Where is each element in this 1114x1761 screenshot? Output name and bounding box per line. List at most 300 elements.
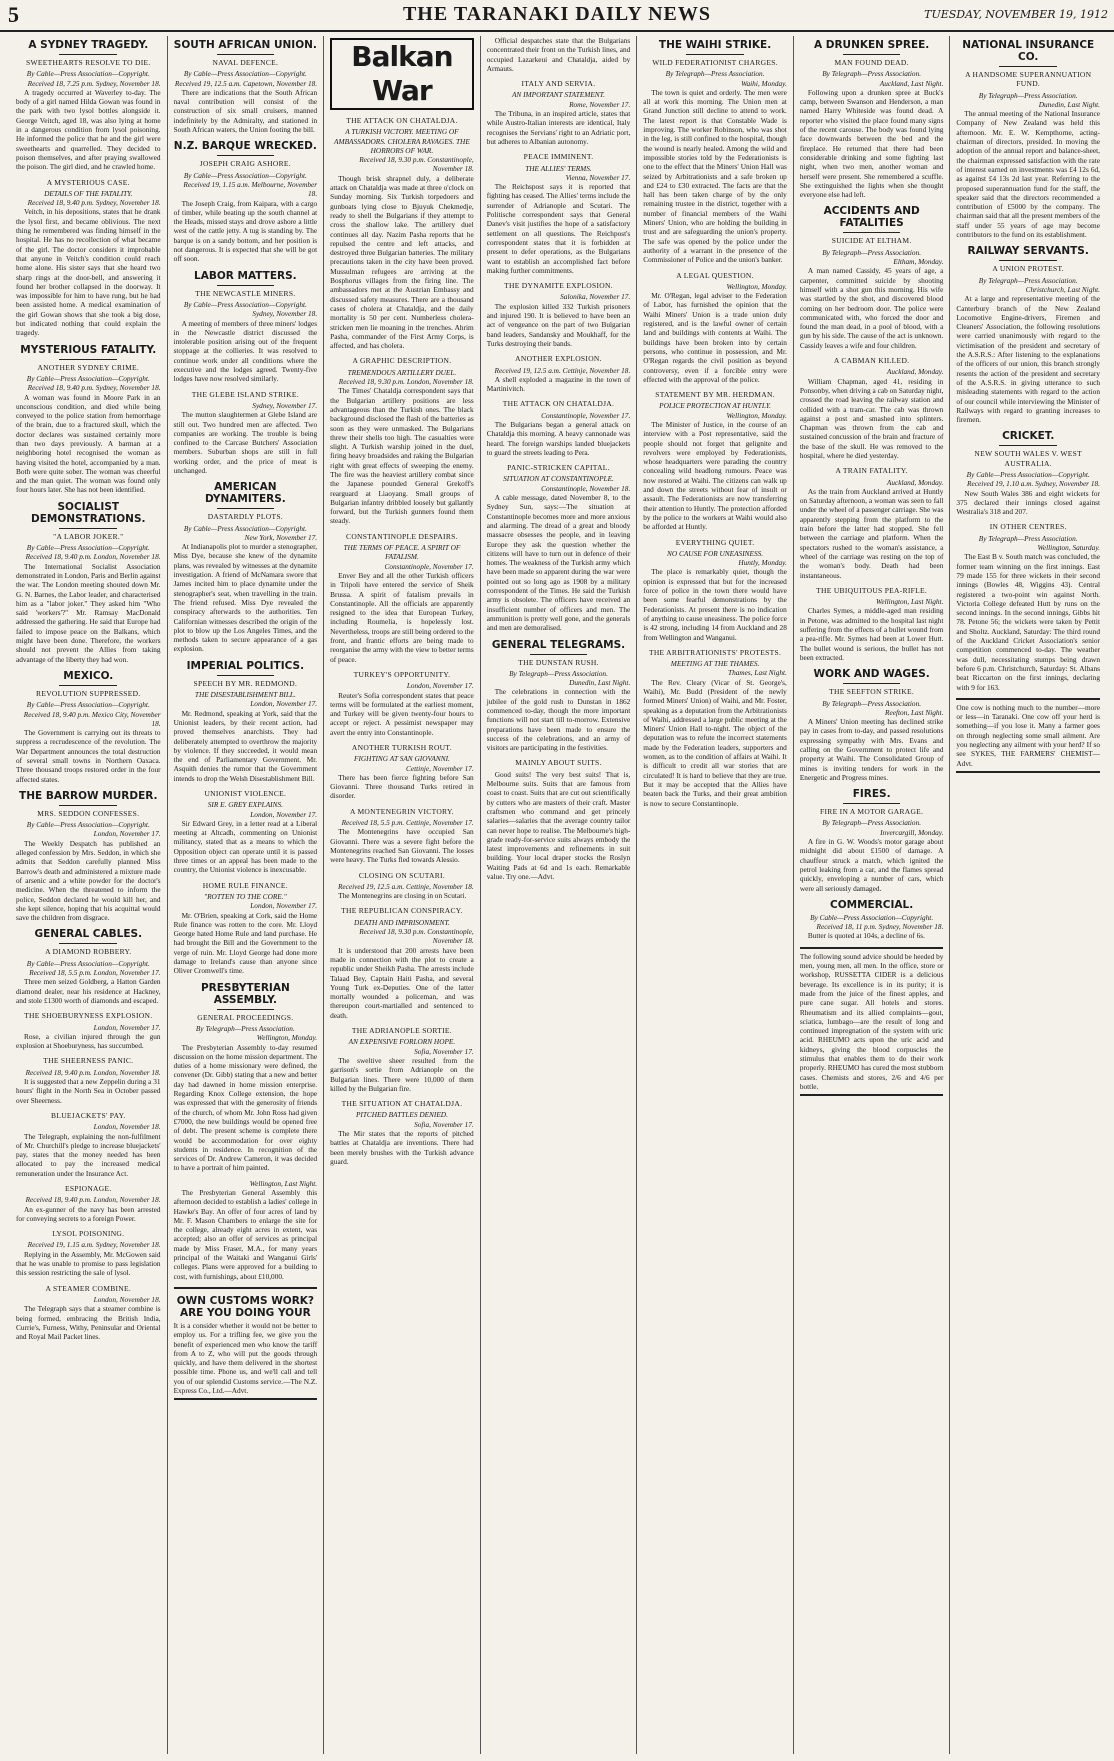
article-byline: SITUATION AT CONSTANTINOPLE. [503,474,614,484]
article-dateline: Auckland, Last Night. [879,78,944,88]
article-subheading: "A LABOR JOKER." [53,531,124,541]
publication-date: TUESDAY, NOVEMBER 19, 1912 [924,8,1108,21]
article-byline: By Cable—Press Association—Copyright. [183,299,307,309]
article-byline: AN EXPENSIVE FORLORN HOPE. [348,1037,456,1047]
article-dateline: London, November 17. [250,699,318,709]
article-dateline: Vienna, November 17. [565,172,631,182]
article-dateline: Eltham, Monday. [893,257,944,267]
article-byline: By Telegraph—Press Association. [978,275,1078,285]
article-byline: By Telegraph—Press Association. [509,668,608,678]
article-subheading: WILD FEDERATIONIST CHARGES. [652,58,778,67]
article-dateline: Received 18, 11 p.m. Sydney, November 18. [816,922,944,932]
article-dateline: Christchurch, Last Night. [1025,284,1100,294]
article-headline: THE BARROW MURDER. [19,789,158,802]
page-number: 5 [8,2,19,27]
article-subheading: ANOTHER EXPLOSION. [515,354,602,364]
article [16,1011,161,1050]
article-dateline: Auckland, Monday. [886,367,944,377]
article [800,899,944,941]
article-subheading: A GRAPHIC DESCRIPTION. [352,356,452,366]
article-byline: By Telegraph—Press Association. [665,69,765,79]
article-subheading: ITALY AND SERVIA. [521,79,596,89]
article-subheading: THE SITUATION AT CHATALDJA. [341,1099,463,1109]
article-dateline: Received 18, 9.40 p.m. Mexico City, November 18. [23,709,161,728]
article-headline: COMMERCIAL. [830,898,914,911]
article [487,758,631,881]
article-dateline: Wellington, Monday. [256,1033,318,1043]
headline-rule [59,685,117,686]
article-subheading: THE SEEFTON STRIKE. [829,687,915,697]
article-body: Rose, a civilian injured through the gun explosion at Shoeburyness, has succumbed. [16,1031,161,1051]
article-body: William Chapman, aged 41, residing in Ponsonby, when driving a cab on Saturday night, crossed the road leaving the railway station and collided with a tram-car. The cab was thrown against a post and smashed into splinters. Chapman was thrown from the cab and sustained concussion of the brain and fracture of the base of the skull. He was removed to the hospital, where he died yesterday. [799,376,944,460]
article-body: The annual meeting of the National Insurance Company of New Zealand was held this afternoon. Mr. E. W. Kempthorne, acting-chairman of directors, presided. In moving the adoption of the annual report and balance-sheet, the chairman expressed satisfaction with the rate of interest earned on investments was £4 12s 6d, as against £4 13s 2d last year. Referring to the proposed superannuation fund for the staff, the speaker said that the directors recommended a contribution of £5000 by the company. The chairman said that all the present members of the staff under 55 years of age may become contributors to the fund on its establishment. [956,109,1100,240]
article-dateline: Dunedin, Last Night. [569,678,631,688]
headline-rule [217,155,274,156]
article-subheading: JOSEPH CRAIG ASHORE. [199,159,291,169]
article-body: Mr. O'Regan, legal adviser to the Federation of Labor, has furnished the opinion that the Waihi Miners' Union is a trade union duly registered, and is the lawful owner of certain land and buildings with contents at Waihi. The buildings have been broken into by certain persons, who continue in possession, and Mr. O'Regan regards the civil position as beyond controversy, even if a forcible entry were effected with the approval of the police. [643,291,787,384]
headline-rule [530,654,587,655]
article [16,344,161,495]
article [330,532,474,664]
article-body: The Bulgarians began a general attack on Chataldja this morning. A heavy cannonade was heard. The foreign warships landed bluejackets to guard the streets leading to Pera. [486,419,631,457]
article-body: The Joseph Craig, from Kaipara, with a cargo of timber, while beating up the south channel at the Heads, missed stays and drove ashore a little west of the cattle jetty. A tug is standing by. The barque is on a sandy bottom, and her position is not dangerous. It is expected that she will be got off soon. [173,198,318,264]
article-subheading: THE UBIQUITOUS PEA-RIFLE. [816,585,928,595]
advertisement [956,698,1100,773]
article-headline: SOCIALIST DEMONSTRATIONS. [31,500,146,525]
article-dateline: Sydney, November 17. [252,400,318,410]
article-body: A shell exploded a magazine in the town of Martinivitch. [486,374,631,394]
article [174,39,318,134]
article-headline: MYSTERIOUS FATALITY. [20,343,157,356]
article-byline: TREMENDOUS ARTILLERY DUEL. [347,367,457,377]
article-body: The celebrations in connection with the jubilee of the gold rush to Dunstan in 1862 commenced to-day, though the more important functions will not start till to-morrow. Extensive preparations have been made to ensure the success of the celebrations, and an army of visitors are participating in the festivities. [486,687,631,753]
article-body: The Tribuna, in an inspired article, states that while Austro-Italian interests are identical, Italy recognises the Servians' right to an Adriatic port, but adheres to Albanian autonomy. [486,109,631,146]
article-dateline: Received 18, 5.5 p.m. London, November 17. [29,968,161,978]
article [16,670,161,784]
article-body: There are indications that the South African naval contribution will consist of the construction of six small cruisers, manned indefinitely by the Admiralty, and stationed in South African waters, the Union footing the bill. [173,87,318,135]
article-body: The Presbyterian General Assembly this afternoon decided to establish a ladies' college in Hawke's Bay. An offer of four acres of land by Mr. F. Mason Chambers to enlarge the site for the college, already eight acres in extent, was accepted; also an offer of services as principal made by Miss Fraser, M.A., for many years principal of the Waitaki and Wanganui Girls' colleges. Plans were approved for a building to cost, with furnishings, about £10,000. [173,1187,318,1281]
headline-rule [999,66,1056,67]
article-byline: By Telegraph—Press Association. [822,698,922,708]
article-body: Mr. Redmond, speaking at York, said that the Unionist leaders, by their recent action, had proved themselves anarchists. They had deliberately attempted to overthrow the majority by violence. If they succeeded, it would mean the end of Parliamentary Government. Mr. Asquith denies the rumor that the Government intends to drop the Welsh Disestablishment Bill. [173,708,318,783]
article-byline: THE TERMS OF PEACE. A SPIRIT OF FATALISM. [343,543,461,562]
article-body: The Montenegrins have occupied San Giovanni. There was a severe fight before the Montenegrins reached San Giovanni. The losses were heavy. The Turks fled towards Alessio. [330,827,474,865]
article-dateline: Received 19, 12.5 a.m. Cettinje, November 18. [337,881,474,891]
article-body: The Telegraph, explaining the non-fulfilment of Mr. Churchill's pledge to increase bluejackets' pay, states that the money needed has been allocated to pay the increased medical remuneration under the Insurance Act. [16,1131,161,1178]
article-headline: CRICKET. [1002,430,1055,443]
article-body: Veitch, in his depositions, states that he drank the lysol first, and became oblivious. The next thing he remembered was finding himself in the hospital. He has no recollection of what became of the girl. The doctor considers it improbable that anyone in Veitch's condition could reach home alone. His sister says that she heard two sharp rings at the door-bell, and answering it found her brother collapsed in the doorway. It was impossible for him to have rung, but he had been assisted home. A medical examination of the girl Gowan shows that she took a big dose, but indicated nothing that could explain the tragedy. [16,207,161,338]
article-body: The sweltive sheer resulted from the garrison's sortie from Adrianople on the Bulgarian lines. There were 10,000 of them killed by the Bulgarian fire. [330,1055,474,1093]
article [800,668,944,782]
article-dateline: Wellington, Saturday. [1037,543,1100,553]
article [174,481,318,653]
article [487,354,631,393]
article-dateline: Received 18, 5.5 p.m. Cettinje, November 17. [341,818,474,828]
column-6 [793,36,950,1754]
article-dateline: Wellington, Last Night. [875,597,944,607]
headline-rule [999,445,1056,446]
article-subheading: MAN FOUND DEAD. [834,58,909,67]
headline-rule [217,54,274,55]
article-body: A tragedy occurred at Waverley to-day. The body of a girl named Hilda Gowan was found in the park with two lysol bottles alongside it. George Veitch, aged 18, was also lying at home in a dangerous condition from lysol poisoning. He informed the police that he and the girl were sweethearts and quarrelled. They decided to poison themselves, and after praying swallowed the poison. The girl died, and he crawled home. [16,87,161,172]
article [643,271,787,385]
article-body: As the train from Auckland arrived at Huntly on Saturday afternoon, a woman was seen to fall under the wheel of a passenger carriage. She was apparently stepping from the platform to the train before the latter had stopped. She fell between the carriage and platform. When the spectators rushed to the woman's assistance, a wheel of the carriage was resting on the top of the woman's body. Death had been instantaneous. [799,486,944,580]
advertisement [800,947,944,1096]
article-byline: By Cable—Press Association—Copyright. [183,523,307,533]
article-body: At a large and representative meeting of the Canterbury branch of the New Zealand Locomotive Engine-drivers, Firemen and Cleaners' Association, the following resolutions were carried unanimously with regard to the victimisation of the president and secretary of the A.S.R.S.: After listening to the explanations of the officers of our union, this branch strongly resents the action of the president and secretary of the A.S.R.S. in giving utterance to such misleading statements with regard to the action of our council while interviewing the Minister of Railways with regard to granting increases to firemen. [956,294,1100,425]
article-dateline: Received 18, 9.30 p.m. Constantinople, November 18. [359,155,474,174]
article [16,1056,161,1104]
article-headline: N.Z. BARQUE WRECKED. [173,140,317,153]
article-subheading: THE DUNSTAN RUSH. [518,657,599,667]
article-subheading: THE SHOEBURYNESS EXPLOSION. [24,1011,153,1021]
article-body: A meeting of members of three miners' lodges in the Newcastle district discussed the intolerable position arising out of the frequent stoppage at the collieries. It was resolved to continue work under all conditions where the executive and the lodges agreed. Twenty-five lodges have now resolved similarly. [173,318,318,384]
column-4 [480,36,637,1754]
article-dateline: Received 18, 9.40 p.m. London, November 18. [25,1195,161,1205]
article-subheading: STATEMENT BY MR. HERDMAN. [655,390,775,400]
article [174,881,318,976]
article-headline: WORK AND WAGES. [813,668,930,681]
article-dateline: New York, November 17. [244,532,318,542]
article-subheading: GENERAL PROCEEDINGS. [197,1012,294,1022]
article-subheading: THE REPUBLICAN CONSPIRACY. [341,906,463,916]
article-subheading: A MYSTERIOUS CASE. [46,177,130,187]
article-subheading: HOME RULE FINANCE. [202,880,288,890]
article-byline: By Cable—Press Association—Copyright. [26,373,150,383]
article-subheading: EVERYTHING QUIET. [675,537,755,547]
article [16,178,161,338]
article-byline: By Cable—Press Association—Copyright. [183,170,307,180]
article [487,36,631,73]
article-body: Reuter's Sofia correspondent states that peace terms will be formulated at the earliest moment, and Turkey will be given twenty-four hours to accept or reject. A pessimist newspaper may avert the entry into Constantinople. [330,690,474,737]
article-subheading: A LEGAL QUESTION. [676,270,754,280]
article-dateline: Wellington, Monday. [726,410,787,420]
article [174,982,318,1173]
article-subheading: THE ATTACK ON CHATALDJA. [346,116,458,125]
article-byline: By Cable—Press Association—Copyright. [26,69,150,79]
article-body: The Weekly Despatch has published an alleged confession by Mrs. Seddon, in which she admits that Seddon carefully planned Miss Barrow's death and administered a mixture made of arsenic and a white powder for the doctor's medicine. When the threatened to inform the police, Seddon declared he would kill her, and she kept silence, hoping that his acquittal would save the children from disgrace. [16,838,161,923]
article [330,356,474,525]
article [330,1026,474,1093]
article-subheading: A TRAIN FATALITY. [835,466,908,476]
article-dateline: London, November 17. [250,809,318,819]
article [487,463,631,632]
article-byline: By Cable—Press Association—Copyright. [966,469,1090,479]
article [16,790,161,923]
article [330,871,474,901]
article-body: The Minister of Justice, in the course of an interview with a Post representative, said the people should not forget that gelignite and revolvers were employed by Federationists, whose headquarters were parading the country concealing wild headlong rumours. Peace was now restored at Waihi. The citizens can walk up and down the streets without fear of insult or assault. The Federationists are now transferring their attention to Huntly. The protection afforded by the police to the workers at Waihi would also be afforded at Huntly. [643,419,787,532]
article-byline: By Telegraph—Press Association. [822,247,922,257]
advertisement [174,1287,318,1400]
article-dateline: London, November 17. [93,829,161,839]
article-byline: A TURKISH VICTORY. MEETING OF AMBASSADORS. CHOLERA RAVAGES. THE HORRORS OF WAR. [334,127,470,155]
article-dateline: Received 19, 1.10 a.m. Sydney, November 18. [967,479,1100,489]
article-byline: MEETING AT THE THAMES. [670,659,760,669]
column-1 [10,36,167,1754]
article-body: A man named Cassidy, 45 years of age, a carpenter, committed suicide by shooting himself with a shot gun this morning. His wife was startled by the shot, and discovered blood coming on her bedroom door. The police were communicated with, who forced the door and found the man dead, in a pool of blood, with a gun by his side. The cause of the act is unknown. Cassidy leaves a wife and four children. [799,266,944,350]
article [956,39,1100,239]
article-body: It is understood that 200 arrests have been made in connection with the plot to create a republic under Sheikh Pasha. The arrests include Talaad Bey, Captain Haiti Pasha, and several Young Turk ex-Deputies. One of the latter mortally wounded a policeman, and was thereupon court-martialled and sentenced to death. [330,945,474,1020]
article-subheading: THE NEWCASTLE MINERS. [195,288,296,298]
column-3 [323,36,480,1754]
article-dateline: Invercargill, Monday. [880,827,944,837]
article-dateline: Received 19, 1.15 a.m. Sydney, November 18. [27,1240,161,1250]
article-byline: DETAILS OF THE FATALITY. [44,188,133,198]
article-subheading: REVOLUTION SUPPRESSED. [36,688,141,698]
article-headline: MEXICO. [63,669,114,682]
article-body: The Government is carrying out its threats to suppress a recrudescence of the revolution. The War Department announces the total destruction of several small towns in Northern Oaxaca. Three thousand troops restored order in the four affected states. [16,728,161,784]
article-subheading: SUICIDE AT ELTHAM. [831,236,912,246]
article [800,788,944,893]
article-byline: By Telegraph—Press Association. [822,818,922,828]
article-dateline: Received 18, 9.30 p.m. London, November 18. [338,377,474,387]
headline-rule [59,805,117,806]
article [956,245,1100,424]
article [174,390,318,476]
article-dateline: Wellington, Last Night. [249,1178,318,1188]
article-subheading: TURKEY'S OPPORTUNITY. [353,669,451,679]
article-dateline: London, November 17. [93,1022,161,1032]
article [16,39,161,172]
advertisement-headline: OWN CUSTOMS WORK? ARE YOU DOING YOUR [176,1294,315,1319]
article-dateline: London, November 18. [93,1122,161,1132]
article [16,1184,161,1223]
article-subheading: NAVAL DEFENCE. [212,58,279,67]
headline-rule [217,1009,274,1010]
article-body: At Indianapolis plot to murder a stenographer, Miss Dye, because she knew of the dynamite plans, was revealed by witnesses at the dynamite investigation. A friend of McNamara swore that James incited him to place dynamite under the stenographer's seat, when travelling in the train. The friend refused. Miss Dye revealed the conspiracy afterwards to the authorities. Ten Californian witnesses described the origin of the plot to blow up the Los Angeles Times, and the methods taken to secure appearance of a gas explosion. [173,542,318,654]
article-subheading: ESPIONAGE. [65,1183,112,1193]
article-body: The Times' Chataldja correspondent says that the Bulgarian artillery positions are less advantageous than the Turkish ones. The black background disclosed the flash of the batteries as soon as they were unmasked. The Bulgarians threw their shells too high. The casualties were slight. A Turkish warship joined in the duel, firing heavy broadsides and raking the Bulgarian right with great effects of sweeping the enemy. The fire was the heaviest artillery combat since the Japanese pounded General Grekoff's rearguard at Liaoyang. Small groups of Bulgarian infantry dribbled loosely but gallantly forward, but the Turkish gunners found them steady. [330,386,474,526]
article-body: New South Wales 386 and eight wickets for 375 declared their innings closed against Westralia's 318 and 207. [956,488,1100,517]
article-subheading: MAINLY ABOUT SUITS. [515,758,602,768]
article-body: A cable message, dated November 8, to the Sydney Sun, says:—The situation at Constantinople becomes more and more anxious and alarming. The dread of a great and bloody massacre obsesses the people, and in leaving Europe they ask the question whether the citizens will have to turn out in defence of their homes. The weakness of the Turkish army which have been made so apparent during the war were pointed out so long ago as 1908 by a military correspondent of the Times. He said the Turkish army is obsolete. The officers have received an insufficient number of officers and men. The ammunition is pretty well gone, and the generals and men are demoralised. [486,493,631,633]
article-headline: A SYDNEY TRAGEDY. [28,39,149,51]
article-dateline: London, November 18. [93,1294,161,1304]
article-subheading: ANOTHER SYDNEY CRIME. [37,362,140,372]
advertisement-body: It is a consider whether it would not be better to employ us. For a trifling fee, we give you the benefit of experienced men who know the tariff from A to Z, who will put the goods through quickly, and have them delivered in the shortest possible time. Phone us, and we'll call and tell you of our splendid Customs service.—The N.Z. Express Co., Ltd.—Advt. [173,1320,318,1396]
article-byline: By Telegraph—Press Association. [978,90,1078,100]
article-subheading: IN OTHER CENTRES. [989,522,1067,532]
article-dateline: Rome, November 17. [569,99,631,109]
article [16,1111,161,1178]
article-body: Charles Symes, a middle-aged man residing in Petone, was admitted to the hospital last night suffering from the effects of a bullet wound from a pea-rifle. Mr. Symes had been at Lower Hutt. The bullet wound is serious, the bullet has not been extracted. [799,606,944,662]
article-dateline: Salonika, November 17. [560,292,631,302]
article-dateline: London, November 17. [406,681,474,691]
article-dateline: Constantinople, November 17. [541,410,631,420]
article [330,1099,474,1166]
article [800,356,944,460]
headline-rule [217,508,274,509]
article-dateline: Wellington, Monday. [726,281,787,291]
article-dateline: Received 19, 1.15 a.m. Melbourne, November 18. [183,179,318,199]
section-banner: Balkan War [330,38,474,110]
article [487,152,631,275]
article-body: Following upon a drunken spree at Buck's camp, between Swanson and Henderson, a man named Harry Whiteside was found dead. A reporter who visited the place found many signs of the recent carouse. The body was found lying face downwards between the bed and the fireplace. He returned that there had been considerable drinking and some fighting last night, when two men, another woman and herself were present. She remembered a scuffle. She extinguished the lights when she thought everyone else had left. [799,87,944,200]
article-body: Official despatches state that the Bulgarians concentrated their front on the Turkish lines, and occupied Lazarkeui and Chataldja, aided by Armauts. [486,36,631,73]
article-byline: By Cable—Press Association—Copyright. [26,700,150,710]
article-subheading: THE ATTACK ON CHATALDJA. [502,399,615,409]
article [487,281,631,348]
article-subheading: PANIC-STRICKEN CAPITAL. [507,463,610,473]
article-body: The Telegraph says that a steamer combine is being formed, embracing the British India, Currie's, Furness, Withy, Peninsular and Oriental and Royal Mail Packet lines. [16,1304,161,1342]
article-byline: "ROTTEN TO THE CORE." [204,891,287,901]
article [174,140,318,263]
article-dateline: Reefton, Last Night. [885,707,944,717]
article-subheading: FIRE IN A MOTOR GARAGE. [820,807,924,817]
article-dateline: Received 18, 7.25 p.m. Sydney, November 18. [27,78,161,88]
article-byline: By Telegraph—Press Association. [195,1023,295,1033]
article-body: Butter is quoted at 104s, a decline of 6s. [807,931,925,941]
advertisement-body: One cow is nothing much to the number—more or less—in Taranaki. One cow off your herd is something—if you lose it. Many a farmer goes on through neglecting some small ailment. Are you neglecting any ailment with your herd? If so see SYKES, THE FARMERS' CHEMIST—Advt. [956,702,1100,768]
article [330,670,474,737]
article-headline: A DRUNKEN SPREE. [813,39,930,51]
article-dateline: Received 18, 9.30 p.m. Constantinople, November 18. [359,927,474,946]
article-byline: PITCHED BATTLES DENIED. [355,1110,448,1120]
article-body: Three men seized Goldberg, a Hatton Garden diamond dealer, near his residence at Hackney, and stole £1300 worth of diamonds and escaped. [16,977,161,1005]
article-body: The Presbyterian Assembly to-day resumed discussion on the home mission department. The duties of a home missionary were defined, the convener (Dr. Gibb) stating that a new and better day had dawned in home mission enterprise. Regarding Knox College extension, the hope was expressed that with the generosity of friends of the church, of whom Mr. John Ross had given £7000, the new buildings would be opened free of debt. The present scheme is complete there would be accommodation for over eighty students in residence. In recognition of the services of Dr. Andrew Cameron, it was decided to have a portrait of him painted. [173,1042,318,1173]
article-subheading: CLOSING ON SCUTARI. [358,870,445,880]
article-dateline: Dunedin, Last Night. [1038,99,1100,109]
article-dateline: Received 18, 9.40 p.m. London, November 18. [25,1067,161,1077]
article-body: An ex-gunner of the navy has been arrested for conveying secrets to a foreign Power. [16,1204,161,1223]
article-subheading: PEACE IMMINENT. [523,152,594,162]
article-headline: RAILWAY SERVANTS. [967,245,1089,258]
article-dateline: Received 19, 12.5 a.m. Cettinje, November 18. [494,365,631,375]
article-byline: POLICE PROTECTION AT HUNTLY. [659,401,771,411]
headline-rule [59,943,117,944]
article-body: It is suggested that a new Zeppelin during a 31 hours' flight in the North Sea in October passed over Sheerness. [16,1077,161,1105]
article-dateline: Sofia, November 17. [414,1046,474,1056]
article-subheading: THE ADRIANOPLE SORTIE. [351,1026,452,1036]
headline-rule [59,54,117,55]
article-body: Replying in the Assembly, Mr. McGowen said that he was unable to promise to pass legislation this session restricting the sale of lysol. [16,1249,161,1278]
article-subheading: A UNION PROTEST. [992,264,1064,274]
article [174,789,318,875]
article [487,399,631,457]
article-dateline: London, November 17. [250,901,318,911]
article-byline: SIR E. GREY EXPLAINS. [207,800,283,810]
article [800,205,944,350]
article-body: Enver Bey and all the other Turkish officers in Tripoli have entered the service of Sheik Brussa. A spirit of fatalism prevails in Constantinople. All the officials are apparently resigned to the idea that European Turkey, including Roumelia, is hopelessly lost. Nevertheless, troops are still being ordered to the front, and frantic efforts are being made to reorganise the army with the view to better terms of peace. [330,570,474,664]
column-5 [636,36,793,1754]
article-dateline: Received 19, 12.5 a.m. Capetown, November 18. [174,78,318,88]
article [800,39,944,199]
article-dateline: Received 18, 9.40 p.m. Sydney, November 18. [27,198,161,208]
article [174,270,318,384]
article [330,116,474,350]
article-byline: By Cable—Press Association—Copyright. [26,958,150,968]
headline-rule [217,285,274,286]
article [330,906,474,1020]
article-headline: GENERAL CABLES. [34,928,143,941]
article [487,79,631,146]
article-dateline: Waihi, Monday. [741,78,787,88]
article-headline: NATIONAL INSURANCE CO. [962,39,1095,63]
headline-rule [59,528,117,529]
column-7 [949,36,1106,1754]
article-dateline: Auckland, Monday. [886,477,944,487]
article-headline: LABOR MATTERS. [194,269,297,282]
article-subheading: A STEAMER COMBINE. [45,1283,132,1293]
headline-rule [843,232,900,233]
article-subheading: THE DYNAMITE EXPLOSION. [504,281,613,291]
article-headline: GENERAL TELEGRAMS. [491,638,626,651]
headline-rule [59,359,117,360]
headline-rule [999,260,1056,261]
article [956,522,1100,691]
article [956,430,1100,516]
article-byline: By Cable—Press Association—Copyright. [26,543,150,553]
article-body: Sir Edward Grey, in a letter read at a Liberal meeting at Altcadh, commenting on Unionist militancy, stated that as a means to which the Opposition object can operate until it is passed three times or an appeal has been made to the country, the Unionist violence is inexcusable. [173,818,318,875]
article-dateline: Huntly, Monday. [738,558,787,568]
article-subheading: THE ARBITRATIONISTS' PROTESTS. [648,647,782,657]
article-subheading: LYSOL POISONING. [52,1229,125,1239]
article-byline: By Cable—Press Association—Copyright. [26,820,150,830]
article-byline: NO CAUSE FOR UNEASINESS. [667,548,764,558]
article-body: The explosion killed 332 Turkish prisoners and injured 190. It is believed to have been an act of vengeance on the part of two Bulgarian band leaders, Sandansky and Moukhaff, for the Turks destroying their bands. [486,301,631,348]
article-body: The Mir states that the reports of pitched battles at Chataldja are inventions. There had been merely brushes with the Turkish advance guard. [330,1128,474,1166]
article-headline: AMERICAN DYNAMITERS. [204,481,286,506]
article-body: The East B v. South match was concluded, the former team winning on the first innings. East 79 made 155 for three wickets in their second innings (Bowles 48, Wiggins 43). Central registered a two-point win against North. Victoria College defeated Hutt by runs on the second innings. In the second innings, Gibbs hit 78. Petone 56; the wickets were taken by Pettit and Sholtz. Auckland, Saturday: The third round of the Auckland Cricket Association's senior competition commenced to-day. The weather was dull, necessitating stumps being drawn before 6 p.m. Christchurch, Saturday: St. Albans beat Riccarton on the first innings, declaring with 9 for 163. [956,552,1100,692]
article-subheading: THE GLEBE ISLAND STRIKE. [191,389,299,399]
article-byline: DEATH AND IMPRISONMENT. [354,917,450,927]
headline-rule [843,683,900,684]
article-byline: FIGHTING AT SAN GIOVANNI. [354,754,450,764]
article-dateline: Received 18, 9.40 p.m. Sydney, November 18. [27,383,161,393]
column-2 [167,36,324,1754]
article-dateline: Constantinople, November 17. [384,561,474,571]
article-subheading: A HANDSOME SUPERANNUATION FUND. [965,70,1092,89]
headline-rule [843,803,900,804]
article [16,501,161,664]
article [800,466,944,580]
article-body: There has been fierce fighting before San Giovanni. Three thousand Turks retired in disorder. [330,772,474,801]
article-dateline: Sydney, November 18. [252,309,318,319]
article-subheading: THE SHEERNESS PANIC. [43,1056,134,1066]
article-subheading: A DIAMOND ROBBERY. [45,947,132,957]
article-body: Good suits! The very best suits! That is, Melbourne suits. Suits that are famous from coast to coast. Suits that are cut out scientifically by cutters who are masters of their craft. Master craftsmen who command and get princely salaries—salaries that the average country tailor can never hope to realise. The Melbourne's high-grade ready-for-service suits always embody the latest improvements and refinements in suit building. Your local draper stocks the Roslyn Waiting Pads at 6d and 1s each. Remarkable value. Try one.—Advt. [486,769,631,882]
article-body: Mr. O'Brien, speaking at Cork, said the Home Rule finance was rotten to the core. Mr. Lloyd George hated Home Rule and land purchase. He had brought the Bill and the Government to the verge of ruin. Mr. Lloyd George had done more damage to Ireland's cause than anyone since Oliver Cromwell's time. [173,910,318,976]
masthead [0,0,1114,32]
article-headline: SOUTH AFRICAN UNION. [173,39,317,51]
article-body: The town is quiet and orderly. The men were all at work this morning. The Union men at Grand Junction still decline to attend to work. The latest report is that Constable Wade is improving. The worker Robinson, who was shot in the leg, is still confined to the hospital, though the wound is nearly healed. Among the wild and impossible stories told by the Federationists is one to the effect that the Miners' Union Hall was seized by Arbitrationists and a safe broken up and £24 to £30 extracted. The facts are that the hall has been taken charge of by the only remaining trustee in the district, together with a number of financial members of the Waihi Miners' Union, who are holding the building in trust and are safeguarding the union's property. The safe was opened by the police under the authority of a warrant in the presence of the Commissioner of Police and the union's banker. [643,87,787,265]
article-subheading: ANOTHER TURKISH ROUT. [351,743,452,752]
article-subheading: A MONTENEGRIN VICTORY. [349,806,454,816]
article-dateline: Cettinje, November 17. [406,763,474,773]
article-dateline: Received 18, 9.40 p.m. London, November 18. [25,552,161,562]
article-subheading: BLUEJACKETS' PAY. [51,1110,126,1120]
article-dateline: Sofia, November 17. [414,1119,474,1129]
article-subheading: MRS. SEDDON CONFESSES. [37,808,140,818]
article-body: Though brisk shrapnel duly, a deliberate attack on Chataldja was made at three o'clock on Sunday morning. Six Turkish torpedoers and gunboats lying close to Bjuyuk Chekmedje, ready to shell the Bulgarians if they attempt to cross the shallow lake. The artillery duel continues all day. Nazim Pasha reports that he repulsed the centre and left attacks, and destroyed three Bulgarian batteries. The military precautions taken in the city have been proved. Mussulman refugees are arriving at the Bosphorus villages from the firing line. The ambassadors met at the Austrian Embassy and discussed safety measures. There are a thousand cases of cholera at Chataldja, and the daily mortality is 50 per cent. Numberless cholera-stricken men lie moaning in the trenches. Ahrim Pasha, commander of the First Army Corps, is affected, and has cholera. [330,173,474,351]
headline-rule [686,54,743,55]
article [800,586,944,662]
article-byline: THE ALLIES' TERMS. [525,163,592,173]
article-byline: By Telegraph—Press Association. [822,69,922,79]
article-subheading: CONSTANTINOPLE DESPAIRS. [346,531,458,541]
article-headline: PRESBYTERIAN ASSEMBLY. [200,981,290,1006]
article [643,648,787,808]
article-byline: By Telegraph—Press Association. [978,533,1078,543]
article [330,743,474,801]
article-subheading: A CABMAN KILLED. [833,356,910,366]
article-body: A fire in G. W. Woods's motor garage about midnight did about £1500 of damage. A chauffeur struck a match, which ignited the petrol leaking from a car, and the flames spread quickly, enveloping a number of cars, which were all seriously damaged. [799,837,944,893]
article-subheading: DASTARDLY PLOTS. [207,512,283,522]
article-byline: By Cable—Press Association—Copyright. [183,69,307,79]
article-subheading: UNIONIST VIOLENCE. [204,789,287,798]
article-body: A Miners' Union meeting has declined strike pay in cases from to-day, and passed resolutions expressing sympathy with Mrs. Evans and calling on the Government to protect life and property at Waihi. The Consolidated Group of mines is inviting tenders for work in the Energetic and Progress mines. [799,717,944,782]
article-headline: THE WAIHI STRIKE. [658,39,772,51]
